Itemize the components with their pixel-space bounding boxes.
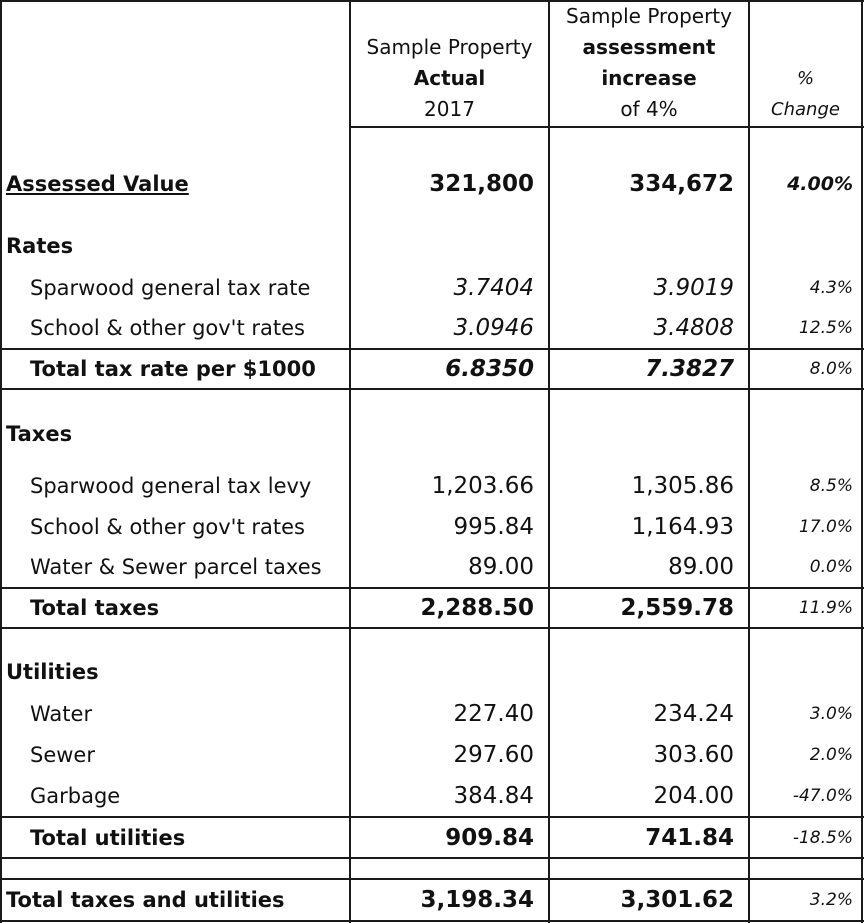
- grand-total-actual: 3,198.34: [420, 887, 534, 913]
- taxes-row-label: School & other gov't rates: [30, 515, 305, 539]
- header-actual-line3: 2017: [424, 97, 475, 121]
- utilities-total-actual: 909.84: [445, 824, 534, 851]
- utilities-row-label: Sewer: [30, 743, 95, 767]
- rates-heading: Rates: [6, 234, 74, 258]
- utilities-total-label: Total utilities: [30, 825, 186, 850]
- header-col-actual: [351, 32, 548, 126]
- border-bottom: [0, 920, 864, 922]
- utilities-total-change: -18.5%: [792, 827, 853, 848]
- rates-row-label: Sparwood general tax rate: [30, 276, 311, 300]
- header-underline: [349, 126, 864, 128]
- taxes-row-change: 17.0%: [798, 517, 853, 537]
- header-col-change: [750, 64, 861, 126]
- border-left: [0, 0, 2, 923]
- header-actual-line1: Sample Property: [366, 35, 533, 59]
- rates-row-label: School & other gov't rates: [30, 316, 305, 340]
- utilities-heading: Utilities: [6, 660, 99, 684]
- taxes-row-change: 8.5%: [809, 476, 853, 496]
- utilities-total-increase: 741.84: [645, 824, 734, 851]
- rates-total-bottom-line: [0, 388, 864, 390]
- rates-total-label: Total tax rate per $1000: [30, 357, 316, 381]
- header-increase-line2: assessment: [582, 35, 716, 59]
- rates-row-increase: 3.4808: [653, 315, 734, 341]
- utilities-row-actual: 227.40: [453, 701, 534, 727]
- taxes-total-change: 11.9%: [798, 598, 853, 618]
- rates-row-actual: 3.0946: [453, 315, 534, 341]
- taxes-row-actual: 89.00: [468, 554, 534, 580]
- grand-total-increase: 3,301.62: [620, 887, 734, 913]
- utilities-row-label: Water: [30, 702, 93, 726]
- header-increase-line3: increase: [601, 66, 697, 90]
- taxes-row-increase: 1,164.93: [631, 514, 734, 540]
- assessed-value-actual: 321,800: [429, 171, 534, 197]
- utilities-row-label: Garbage: [30, 784, 121, 808]
- rates-total-increase: 7.3827: [645, 356, 734, 382]
- taxes-row-increase: 89.00: [668, 554, 734, 580]
- rates-total-change: 8.0%: [809, 359, 853, 379]
- utilities-row-change: 2.0%: [809, 745, 853, 765]
- taxes-total-bottom-line: [0, 627, 864, 629]
- assessed-value-increase: 334,672: [629, 171, 734, 197]
- rates-row-change: 4.3%: [809, 278, 853, 298]
- utilities-row-change: -47.0%: [792, 786, 853, 806]
- rates-total-actual: 6.8350: [445, 356, 534, 382]
- rates-row-increase: 3.9019: [653, 275, 734, 301]
- taxes-row-change: 0.0%: [809, 557, 853, 577]
- taxes-row-label: Sparwood general tax levy: [30, 474, 312, 498]
- header-increase-line4: of 4%: [620, 97, 678, 121]
- header-actual-line2: Actual: [413, 66, 486, 90]
- assessed-value-change: 4.00%: [787, 173, 853, 195]
- utilities-row-increase: 234.24: [653, 701, 734, 727]
- header-increase-line1: Sample Property: [566, 4, 732, 28]
- grand-total-label: Total taxes and utilities: [6, 888, 285, 912]
- rates-row-change: 12.5%: [798, 318, 853, 338]
- taxes-heading: Taxes: [6, 422, 73, 446]
- utilities-row-increase: 204.00: [653, 783, 734, 809]
- taxes-row-increase: 1,305.86: [631, 473, 734, 499]
- utilities-row-actual: 384.84: [453, 783, 534, 809]
- taxes-total-actual: 2,288.50: [420, 595, 534, 621]
- taxes-row-label: Water & Sewer parcel taxes: [30, 555, 322, 579]
- header-col-increase: [550, 2, 748, 126]
- grand-total-change: 3.2%: [809, 890, 853, 910]
- taxes-row-actual: 1,203.66: [431, 473, 534, 499]
- utilities-row-increase: 303.60: [653, 742, 734, 768]
- rates-row-actual: 3.7404: [453, 275, 534, 301]
- header-change-line1: %: [796, 68, 815, 89]
- header-change-line2: Change: [771, 99, 840, 120]
- taxes-total-increase: 2,559.78: [620, 595, 734, 621]
- border-right: [861, 0, 863, 923]
- utilities-row-change: 3.0%: [809, 704, 853, 724]
- taxes-total-label: Total taxes: [30, 596, 160, 620]
- utilities-total-bottom-line: [0, 857, 864, 859]
- assessed-value-label: Assessed Value: [6, 172, 189, 196]
- utilities-row-actual: 297.60: [453, 742, 534, 768]
- taxes-row-actual: 995.84: [453, 514, 534, 540]
